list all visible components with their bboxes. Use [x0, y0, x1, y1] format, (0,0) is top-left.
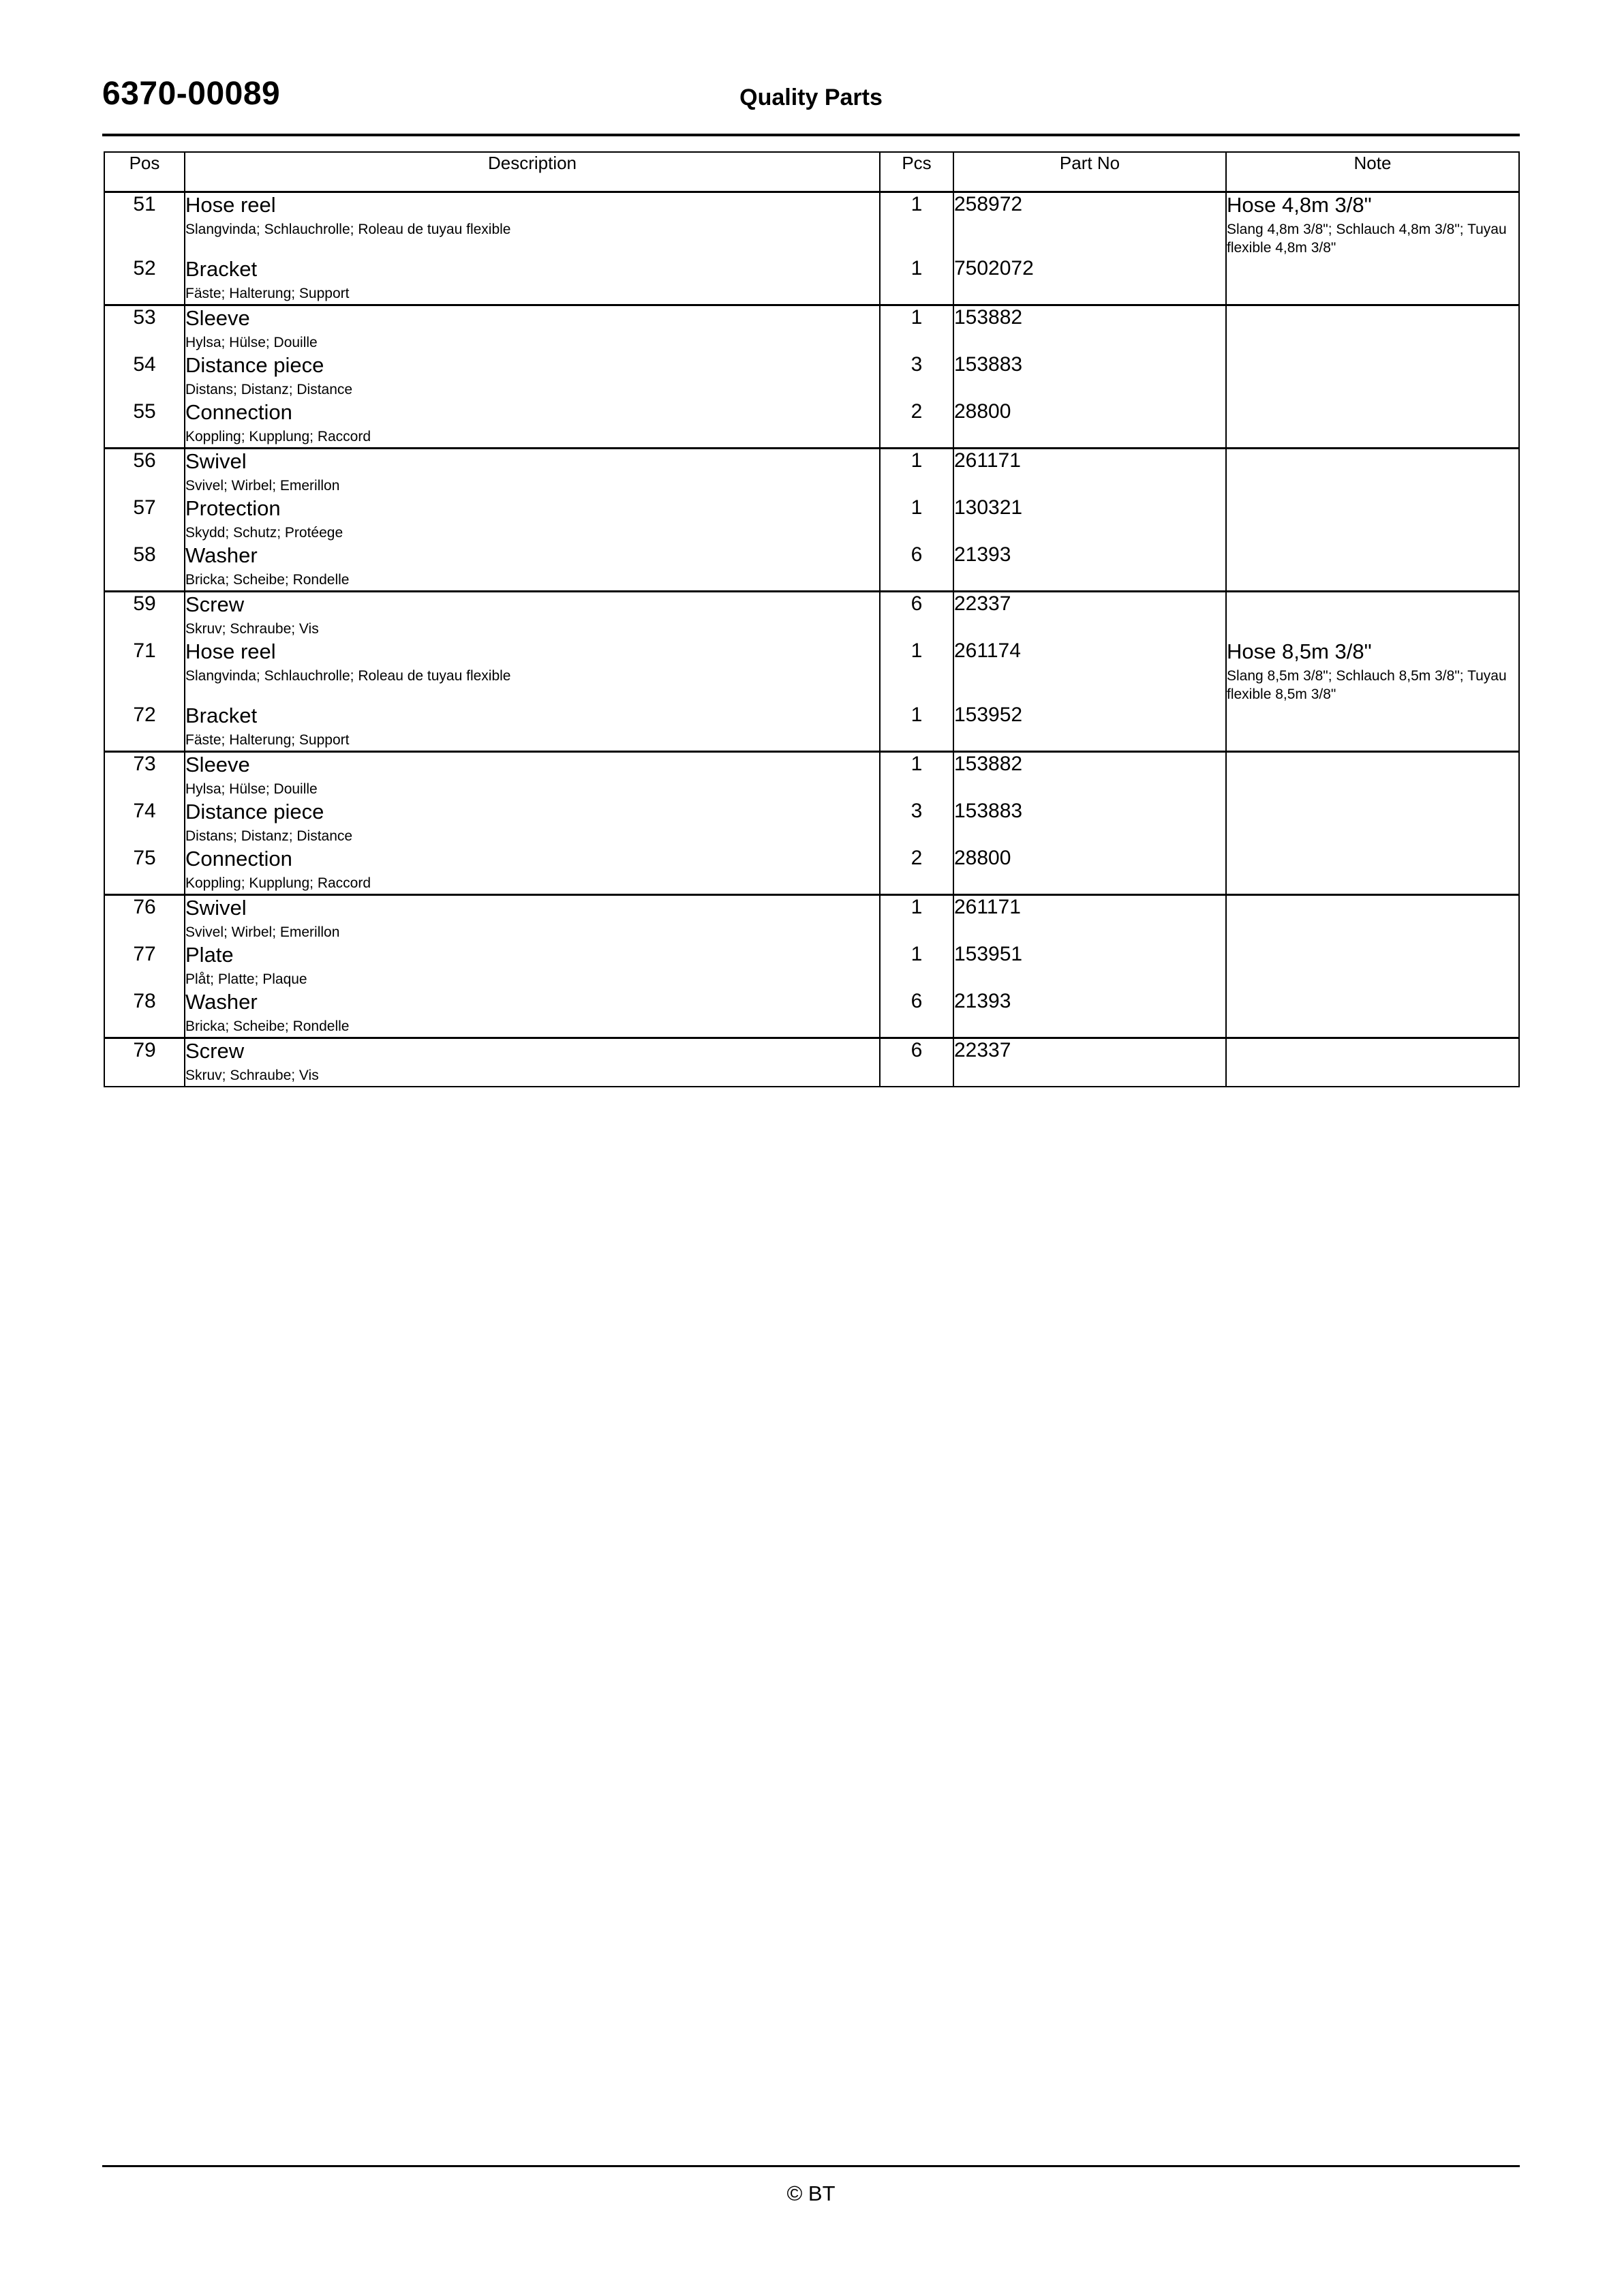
description-name: Washer: [185, 543, 258, 567]
cell-pcs: 1: [880, 449, 953, 497]
cell-pcs: 6: [880, 543, 953, 592]
cell-note: [1226, 990, 1519, 1038]
cell-pos: 54: [104, 353, 185, 400]
cell-pcs: 1: [880, 943, 953, 990]
description-name: Distance piece: [185, 353, 324, 377]
cell-part-no: 130321: [953, 496, 1226, 543]
cell-part-no: 28800: [953, 847, 1226, 895]
description-translations: Hylsa; Hülse; Douille: [185, 335, 318, 350]
cell-pcs: 6: [880, 592, 953, 640]
cell-pos: 59: [104, 592, 185, 640]
cell-pos: 74: [104, 800, 185, 847]
table-row: [104, 752, 1519, 800]
table-row: [104, 639, 1519, 704]
cell-description: [185, 192, 880, 258]
footer-divider: [102, 2165, 1520, 2167]
cell-pcs: 1: [880, 639, 953, 704]
cell-part-no: 153883: [953, 353, 1226, 400]
cell-part-no: 153882: [953, 305, 1226, 354]
cell-note: [1226, 543, 1519, 592]
description-translations: Distans; Distanz; Distance: [185, 828, 353, 844]
cell-part-no: 258972: [953, 192, 1226, 258]
description-translations: Hylsa; Hülse; Douille: [185, 781, 318, 797]
description-translations: Skruv; Schraube; Vis: [185, 621, 319, 637]
table-row: [104, 943, 1519, 990]
cell-part-no: 261171: [953, 895, 1226, 943]
column-header-part-no: Part No: [953, 152, 1226, 192]
column-header-description: Description: [185, 152, 880, 192]
table-header: [104, 152, 1519, 192]
description-translations: Distans; Distanz; Distance: [185, 382, 353, 397]
description-name: Swivel: [185, 896, 247, 920]
cell-note: [1226, 639, 1519, 704]
cell-part-no: 153951: [953, 943, 1226, 990]
table-row: [104, 353, 1519, 400]
cell-note: [1226, 752, 1519, 800]
cell-description: [185, 305, 880, 354]
cell-pcs: 1: [880, 257, 953, 305]
cell-note: [1226, 943, 1519, 990]
cell-pcs: 1: [880, 305, 953, 354]
table-row: [104, 847, 1519, 895]
cell-pcs: 6: [880, 1038, 953, 1087]
cell-pos: 71: [104, 639, 185, 704]
description-name: Bracket: [185, 257, 258, 281]
cell-pcs: 1: [880, 752, 953, 800]
document-number: 6370-00089: [102, 76, 281, 112]
cell-pcs: 1: [880, 895, 953, 943]
table-header-row: [104, 152, 1519, 192]
table-row: [104, 704, 1519, 752]
cell-pos: 72: [104, 704, 185, 752]
page-title: Quality Parts: [739, 85, 883, 110]
cell-description: [185, 847, 880, 895]
description-name: Plate: [185, 943, 234, 967]
description-translations: Fäste; Halterung; Support: [185, 286, 350, 301]
cell-part-no: 28800: [953, 400, 1226, 449]
cell-part-no: 261174: [953, 639, 1226, 704]
cell-description: [185, 800, 880, 847]
cell-pos: 52: [104, 257, 185, 305]
footer-copyright: © BT: [786, 2181, 836, 2205]
description-translations: Skydd; Schutz; Protéege: [185, 525, 343, 541]
cell-part-no: 153882: [953, 752, 1226, 800]
description-translations: Bricka; Scheibe; Rondelle: [185, 572, 350, 588]
cell-pcs: 2: [880, 400, 953, 449]
description-translations: Koppling; Kupplung; Raccord: [185, 875, 371, 891]
cell-note: [1226, 400, 1519, 449]
cell-description: [185, 943, 880, 990]
cell-note: [1226, 592, 1519, 640]
description-translations: Svivel; Wirbel; Emerillon: [185, 478, 340, 494]
cell-description: [185, 449, 880, 497]
cell-note: [1226, 800, 1519, 847]
table-row: [104, 990, 1519, 1038]
cell-pos: 57: [104, 496, 185, 543]
cell-pcs: 2: [880, 847, 953, 895]
cell-note: [1226, 449, 1519, 497]
cell-note: [1226, 895, 1519, 943]
table-body: [104, 192, 1519, 1087]
cell-part-no: 7502072: [953, 257, 1226, 305]
description-name: Protection: [185, 496, 281, 520]
cell-pos: 56: [104, 449, 185, 497]
table-row: [104, 1038, 1519, 1087]
cell-note: [1226, 192, 1519, 258]
cell-description: [185, 400, 880, 449]
cell-part-no: 22337: [953, 592, 1226, 640]
cell-pos: 55: [104, 400, 185, 449]
table-row: [104, 592, 1519, 640]
cell-pcs: 1: [880, 496, 953, 543]
table-row: [104, 192, 1519, 258]
description-translations: Fäste; Halterung; Support: [185, 732, 350, 748]
cell-description: [185, 639, 880, 704]
note-translations: Slang 4,8m 3/8"; Schlauch 4,8m 3/8"; Tuyau flexible 4,8m 3/8": [1227, 222, 1507, 256]
table-row: [104, 895, 1519, 943]
cell-note: [1226, 1038, 1519, 1087]
cell-note: [1226, 353, 1519, 400]
table-row: [104, 496, 1519, 543]
column-header-note: Note: [1226, 152, 1519, 192]
cell-pcs: 3: [880, 800, 953, 847]
table-row: [104, 257, 1519, 305]
cell-note: [1226, 704, 1519, 752]
cell-part-no: 22337: [953, 1038, 1226, 1087]
cell-pos: 76: [104, 895, 185, 943]
cell-description: [185, 990, 880, 1038]
description-name: Distance piece: [185, 800, 324, 824]
table-row: [104, 800, 1519, 847]
description-name: Washer: [185, 990, 258, 1014]
cell-pcs: 1: [880, 192, 953, 258]
cell-pos: 75: [104, 847, 185, 895]
cell-pos: 51: [104, 192, 185, 258]
cell-description: [185, 496, 880, 543]
cell-part-no: 21393: [953, 543, 1226, 592]
cell-pcs: 3: [880, 353, 953, 400]
cell-note: [1226, 305, 1519, 354]
cell-part-no: 21393: [953, 990, 1226, 1038]
cell-description: [185, 704, 880, 752]
description-name: Bracket: [185, 704, 258, 727]
cell-pos: 78: [104, 990, 185, 1038]
cell-description: [185, 543, 880, 592]
note-title: Hose 8,5m 3/8": [1227, 639, 1372, 663]
cell-part-no: 261171: [953, 449, 1226, 497]
description-translations: Plåt; Platte; Plaque: [185, 971, 307, 987]
note-translations: Slang 8,5m 3/8"; Schlauch 8,5m 3/8"; Tuyau flexible 8,5m 3/8": [1227, 668, 1507, 702]
cell-pos: 79: [104, 1038, 185, 1087]
cell-pos: 77: [104, 943, 185, 990]
table-row: [104, 543, 1519, 592]
page-header: [102, 75, 1520, 136]
description-translations: Slangvinda; Schlauchrolle; Roleau de tuyau flexible: [185, 668, 511, 684]
description-name: Screw: [185, 1039, 245, 1063]
table-row: [104, 449, 1519, 497]
cell-description: [185, 592, 880, 640]
cell-part-no: 153883: [953, 800, 1226, 847]
column-header-pos: Pos: [104, 152, 185, 192]
table-row: [104, 400, 1519, 449]
note-title: Hose 4,8m 3/8": [1227, 193, 1372, 217]
cell-part-no: 153952: [953, 704, 1226, 752]
description-translations: Svivel; Wirbel; Emerillon: [185, 924, 340, 940]
description-name: Hose reel: [185, 639, 276, 663]
description-name: Hose reel: [185, 193, 276, 217]
cell-pos: 53: [104, 305, 185, 354]
description-name: Swivel: [185, 449, 247, 473]
cell-description: [185, 1038, 880, 1087]
cell-pcs: 1: [880, 704, 953, 752]
cell-note: [1226, 496, 1519, 543]
description-name: Sleeve: [185, 306, 250, 330]
description-translations: Slangvinda; Schlauchrolle; Roleau de tuyau flexible: [185, 222, 511, 237]
description-name: Connection: [185, 847, 292, 871]
description-translations: Skruv; Schraube; Vis: [185, 1068, 319, 1083]
cell-description: [185, 353, 880, 400]
cell-note: [1226, 847, 1519, 895]
description-name: Screw: [185, 592, 245, 616]
description-name: Connection: [185, 400, 292, 424]
column-header-pcs: Pcs: [880, 152, 953, 192]
cell-description: [185, 895, 880, 943]
cell-pcs: 6: [880, 990, 953, 1038]
cell-description: [185, 257, 880, 305]
table-row: [104, 305, 1519, 354]
description-translations: Bricka; Scheibe; Rondelle: [185, 1018, 350, 1034]
cell-pos: 58: [104, 543, 185, 592]
description-translations: Koppling; Kupplung; Raccord: [185, 429, 371, 444]
cell-pos: 73: [104, 752, 185, 800]
header-divider: [102, 134, 1520, 136]
parts-table: [104, 151, 1520, 1087]
cell-description: [185, 752, 880, 800]
description-name: Sleeve: [185, 753, 250, 776]
cell-note: [1226, 257, 1519, 305]
